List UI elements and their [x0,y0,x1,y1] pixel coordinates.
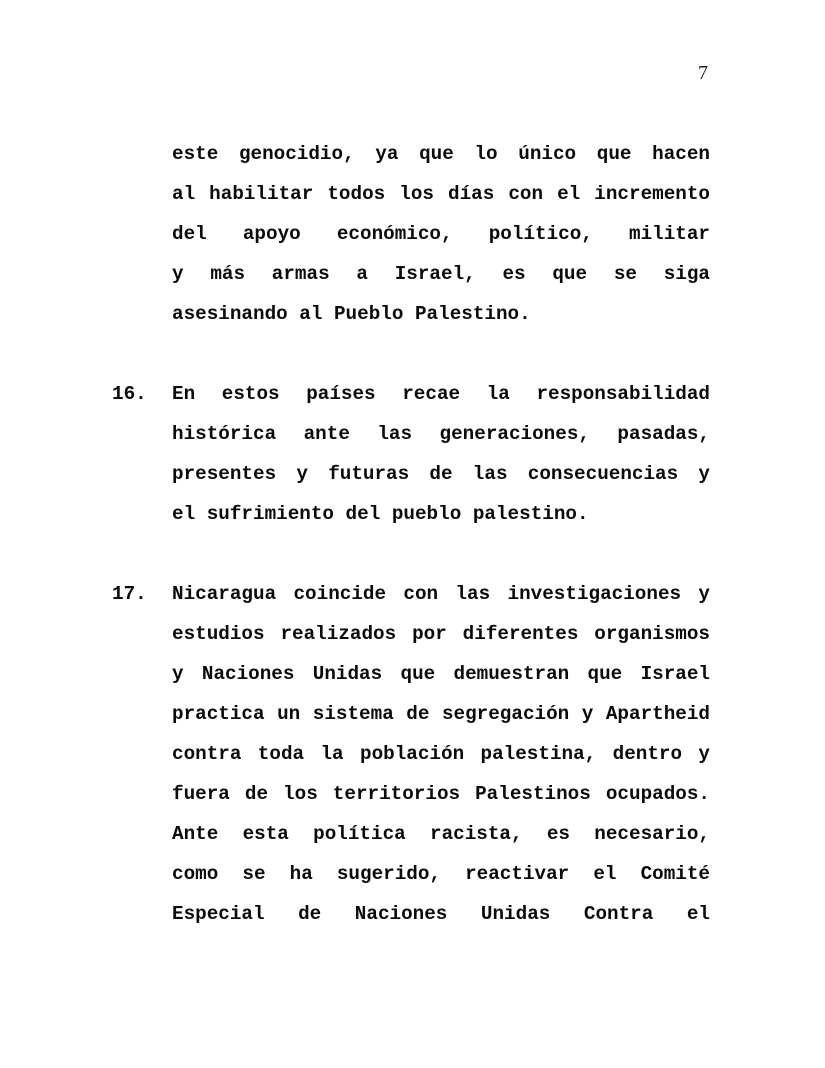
paragraph-16 [112,374,710,534]
text-line: del apoyo económico, político, militar [172,223,710,245]
paragraph-17 [112,574,710,934]
text-line: y Naciones Unidas que demuestran que Israel [172,663,710,685]
text-line: fuera de los territorios Palestinos ocupados. [172,783,710,805]
text-line: Especial de Naciones Unidas Contra el [172,903,710,925]
page-number: 7 [698,62,708,84]
text-line: asesinando al Pueblo Palestino. [172,303,531,325]
text-line: estudios realizados por diferentes organismos [172,623,710,645]
text-line: contra toda la población palestina, dentro y [172,743,710,765]
paragraph-number: 17. [112,583,147,605]
text-line: el sufrimiento del pueblo palestino. [172,503,589,525]
text-line: histórica ante las generaciones, pasadas, [172,423,710,445]
paragraph-number [112,134,172,334]
text-line: En estos países recae la responsabilidad [172,383,710,405]
paragraph-number: 16. [112,383,147,405]
text-line: Nicaragua coincide con las investigaciones y [172,583,710,605]
paragraph-text [172,374,710,534]
text-line: como se ha sugerido, reactivar el Comité [172,863,710,885]
document-body [112,134,710,934]
text-line: este genocidio, ya que lo único que hacen [172,143,710,165]
text-line: Ante esta política racista, es necesario, [172,823,710,845]
text-line: al habilitar todos los días con el incremento [172,183,710,205]
paragraph-text [172,574,710,934]
text-line: practica un sistema de segregación y Apartheid [172,703,710,725]
text-line: presentes y futuras de las consecuencias y [172,463,710,485]
paragraph-continuation [112,134,710,334]
text-line: y más armas a Israel, es que se siga [172,263,710,285]
paragraph-text [172,134,710,334]
